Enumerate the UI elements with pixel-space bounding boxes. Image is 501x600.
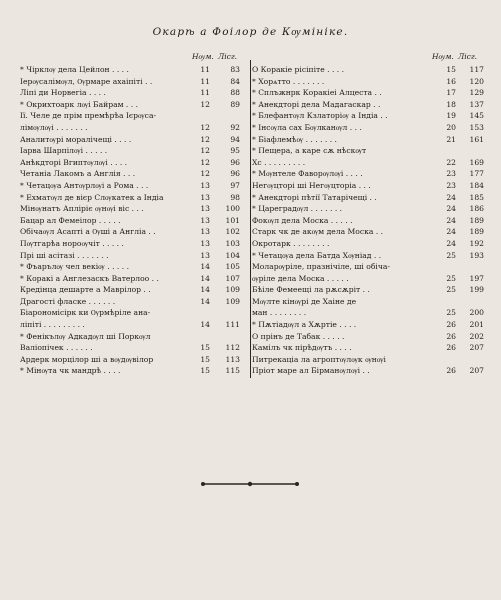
entry-page: 200 — [469, 308, 484, 318]
toc-entry — [20, 168, 248, 180]
toc-entry — [20, 319, 248, 331]
page-header: Лісг. — [458, 52, 478, 61]
entry-page: 145 — [469, 111, 484, 121]
entry-title: ліпіті . . . . . . . . . — [20, 320, 85, 330]
toc-entry — [20, 145, 248, 157]
entry-number: 23 — [446, 180, 456, 190]
entry-title: Четаніа Лакомъ а Англія . . . — [20, 169, 136, 179]
toc-entry — [20, 64, 248, 76]
toc-entry — [20, 157, 248, 169]
entry-title: Пріот маре ал Бірманѹлѹі . . — [252, 366, 370, 376]
entry-number: 12 — [200, 157, 210, 167]
entry-title: * Хорѧтто . . . . . . . — [252, 76, 325, 86]
entry-number: 13 — [200, 238, 210, 248]
toc-entry — [20, 134, 248, 146]
entry-number: 12 — [200, 146, 210, 156]
entry-title: Негѹцторі ші Негѹцторіа . . . — [252, 180, 371, 190]
entry-page: 112 — [225, 343, 240, 353]
toc-entry — [20, 354, 248, 366]
toc-entry — [252, 145, 486, 157]
entry-number: 11 — [200, 88, 210, 98]
entry-title: Окротарк . . . . . . . . — [252, 238, 330, 248]
entry-title: * Цареградѹл . . . . . . . — [252, 204, 343, 214]
entry-number: 21 — [446, 134, 456, 144]
entry-number: 24 — [446, 215, 456, 225]
toc-entry — [252, 157, 486, 169]
entry-title: Іарва Шарпілѹі . . . . . — [20, 146, 108, 156]
entry-title: * Фенікълѹ Адкадѹл ші Поркѹл — [20, 331, 151, 341]
entry-title: * Окрихтоарк лѹі Байрам . . . — [20, 99, 139, 109]
toc-entry — [252, 122, 486, 134]
entry-number: 23 — [446, 169, 456, 179]
toc-entry — [252, 215, 486, 227]
ornament-divider — [200, 474, 300, 494]
entry-title: * Біафлемѣѹ . . . . . . . — [252, 134, 337, 144]
column-divider — [250, 60, 251, 378]
entry-page: 109 — [225, 285, 240, 295]
entry-number: 12 — [200, 122, 210, 132]
entry-page: 88 — [230, 88, 240, 98]
entry-page: 117 — [469, 65, 484, 74]
entry-title: * Четацѹа Антѹрлѹі а Рома . . . — [20, 180, 149, 190]
entry-page: 103 — [225, 238, 240, 248]
entry-number: 24 — [446, 192, 456, 202]
entry-page: 153 — [469, 122, 484, 132]
toc-entry — [252, 180, 486, 192]
entry-number: 13 — [200, 192, 210, 202]
entry-page: 83 — [230, 65, 240, 74]
right-entries — [252, 64, 486, 377]
entry-number: 25 — [446, 308, 456, 318]
toc-entry — [20, 261, 248, 273]
entry-page: 111 — [225, 320, 240, 330]
entry-title: О Коракіе рісіпіте . . . . — [252, 65, 345, 74]
entry-number: 26 — [446, 320, 456, 330]
entry-page: 169 — [469, 157, 484, 167]
toc-entry — [252, 273, 486, 285]
toc-entry — [252, 365, 486, 377]
entry-title: ѹріле дела Моска . . . . . — [252, 273, 349, 283]
entry-number: 14 — [200, 296, 210, 306]
entry-title: Питрекаціа ла агроптѹлѹк ѹнѹі — [252, 354, 386, 364]
page-header: Лісг. — [218, 52, 238, 61]
toc-entry — [252, 296, 486, 308]
entry-number: 13 — [200, 215, 210, 225]
entry-number: 24 — [446, 204, 456, 214]
entry-page: 199 — [469, 285, 484, 295]
entry-title: * Інсѹла сах Бѹлканѹл . . . — [252, 122, 362, 132]
entry-title: О прінъ де Табак . . . . . — [252, 331, 345, 341]
left-column-header — [20, 52, 248, 64]
entry-title: * Коракі а Англезаскъ Ватерлоо . . — [20, 273, 159, 283]
entry-number: 24 — [446, 238, 456, 248]
toc-entry — [20, 215, 248, 227]
entry-number: 26 — [446, 343, 456, 353]
entry-number: 19 — [446, 111, 456, 121]
entry-number: 14 — [200, 262, 210, 272]
entry-number: 13 — [200, 227, 210, 237]
entry-number: 26 — [446, 331, 456, 341]
entry-page: 197 — [469, 273, 484, 283]
entry-title: Хс . . . . . . . . . — [252, 157, 306, 167]
entry-page: 100 — [225, 204, 240, 214]
page-title: Окарѣ а Фоілор де Кѹмініке. — [152, 26, 349, 38]
entry-number: 15 — [200, 366, 210, 376]
entry-page: 101 — [225, 215, 240, 225]
toc-entry — [252, 64, 486, 76]
entry-title: * Блефантѹл Кзлаторіѹ а Індіа . . — [252, 111, 388, 121]
entry-number: 25 — [446, 285, 456, 295]
entry-number: 11 — [200, 76, 210, 86]
entry-page: 120 — [469, 76, 484, 86]
entry-title: Ардерк морцілор ші а вѹдѹвілор — [20, 354, 154, 364]
entry-title: Прі ші асітазі . . . . . . . — [20, 250, 109, 260]
toc-entry — [252, 261, 486, 273]
right-column-header — [252, 52, 486, 64]
entry-title: Пѹтгарѣа нороѹчіт . . . . . — [20, 238, 124, 248]
toc-entry — [20, 250, 248, 262]
entry-title: * Пещера, а каре сѫ нѣскѹт — [252, 146, 367, 156]
entry-page: 96 — [230, 169, 240, 179]
entry-title: * Мѹнтеле Фаворѹлѹі . . . . — [252, 169, 363, 179]
toc-entry — [20, 99, 248, 111]
number-header: Нѹм. — [192, 52, 214, 61]
entry-page: 129 — [469, 88, 484, 98]
entry-page: 161 — [469, 134, 484, 144]
entry-number: 15 — [446, 65, 456, 74]
entry-number: 14 — [200, 320, 210, 330]
toc-entry — [20, 307, 248, 319]
entry-page: 137 — [469, 99, 484, 109]
toc-entry — [20, 296, 248, 308]
toc-entry — [252, 354, 486, 366]
toc-entry — [252, 76, 486, 88]
entry-page: 113 — [225, 354, 240, 364]
toc-entry — [20, 273, 248, 285]
entry-page: 189 — [469, 215, 484, 225]
entry-page: 202 — [469, 331, 484, 341]
entry-title: Валіопічек . . . . . . — [20, 343, 93, 353]
entry-number: 15 — [200, 343, 210, 353]
entry-number: 14 — [200, 273, 210, 283]
entry-page: 102 — [225, 227, 240, 237]
entry-page: 109 — [225, 296, 240, 306]
entry-page: 98 — [230, 192, 240, 202]
entry-page: 84 — [230, 76, 240, 86]
toc-entry — [20, 238, 248, 250]
entry-page: 186 — [469, 204, 484, 214]
entry-title: * Фъарълѹ чел векіѹ . . . . . — [20, 262, 130, 272]
toc-entry — [252, 307, 486, 319]
entry-title: лімѹлѹі . . . . . . . — [20, 122, 88, 132]
toc-entry — [252, 192, 486, 204]
entry-page: 201 — [469, 320, 484, 330]
entry-page: 177 — [469, 169, 484, 179]
entry-title: Моларѹріле, празнічіле, ші обіча- — [252, 262, 390, 272]
entry-title: Старк чк де акѹм дела Моска . . — [252, 227, 384, 237]
entry-number: 16 — [446, 76, 456, 86]
toc-entry — [20, 203, 248, 215]
entry-page: 105 — [225, 262, 240, 272]
entry-number: 14 — [200, 285, 210, 295]
entry-number: 26 — [446, 366, 456, 376]
left-column — [20, 52, 248, 377]
entry-number: 12 — [200, 134, 210, 144]
entry-title: * Анекдторі дела Мадагаскар . . — [252, 99, 381, 109]
entry-page: 94 — [230, 134, 240, 144]
entry-title: * Четацѹа дела Батда Хѹніад . . — [252, 250, 382, 260]
entry-title: Фокѹл дела Моска . . . . . — [252, 215, 353, 225]
entry-title: Обічаѹл Асапті а Ѹші а Англіа . . — [20, 227, 156, 237]
entry-page: 89 — [230, 99, 240, 109]
toc-entry — [252, 284, 486, 296]
entry-number: 20 — [446, 122, 456, 132]
number-header: Нѹм. — [432, 52, 454, 61]
entry-page: 207 — [469, 366, 484, 376]
toc-entry — [252, 238, 486, 250]
entry-page: 97 — [230, 180, 240, 190]
entry-title: Анѣкдторі Вгиптѹлѹі . . . . — [20, 157, 128, 167]
toc-entry — [20, 87, 248, 99]
entry-number: 18 — [446, 99, 456, 109]
toc-entry — [20, 110, 248, 122]
toc-entry — [20, 365, 248, 377]
entry-title: Аналитѹрі моралічещі . . . . — [20, 134, 132, 144]
toc-entry — [20, 331, 248, 343]
toc-entry — [252, 319, 486, 331]
toc-entry — [252, 87, 486, 99]
entry-page: 189 — [469, 227, 484, 237]
entry-number: 13 — [200, 180, 210, 190]
entry-number: 12 — [200, 169, 210, 179]
entry-title: Бѣіле Фемеещі ла рѫсѫріт . . — [252, 285, 370, 295]
entry-title: * Чірклѹ дела Цейлон . . . . — [20, 65, 129, 74]
right-column — [252, 52, 486, 377]
entry-number: 25 — [446, 273, 456, 283]
toc-entry — [20, 76, 248, 88]
entry-page: 96 — [230, 157, 240, 167]
entry-number: 24 — [446, 227, 456, 237]
entry-title: * Мінѹта чк мандрѣ . . . . — [20, 366, 121, 376]
entry-title: * Ехматѹл де вієр Слѹкатек а Індіа — [20, 192, 164, 202]
toc-entry — [252, 203, 486, 215]
entry-page: 92 — [230, 122, 240, 132]
toc-entry — [20, 284, 248, 296]
toc-entry — [252, 331, 486, 343]
entry-number: 13 — [200, 204, 210, 214]
entry-title: Мінѹнатъ Апліріє ѹнѹі віс . . . — [20, 204, 144, 214]
entry-page: 185 — [469, 192, 484, 202]
toc-entry — [252, 342, 486, 354]
entry-title: Кредінца дешарте а Маврілор . . — [20, 285, 151, 295]
entry-title: Мѹлте кінѹрі де Хаіне де — [252, 296, 357, 306]
entry-number: 22 — [446, 157, 456, 167]
toc-entry — [252, 110, 486, 122]
entry-title: Бацар ал Фемеілор . . . . . — [20, 215, 121, 225]
entry-number: 13 — [200, 250, 210, 260]
entry-title: Біарономісірк ки Ѹрмѣріле ана- — [20, 308, 151, 318]
entry-title: Ії. Челе де прім премѣрѣа Ієрѹса- — [20, 111, 157, 121]
toc-entry — [20, 342, 248, 354]
toc-entry — [252, 99, 486, 111]
entry-page: 192 — [469, 238, 484, 248]
entry-title: Драгості фласке . . . . . . — [20, 296, 116, 306]
entry-page: 207 — [469, 343, 484, 353]
toc-entry — [252, 250, 486, 262]
toc-entry — [20, 226, 248, 238]
entry-title: * Анекдторі пѣтії Татарічещі . . — [252, 192, 377, 202]
entry-page: 104 — [225, 250, 240, 260]
entry-page: 184 — [469, 180, 484, 190]
toc-entry — [252, 226, 486, 238]
toc-entry — [252, 168, 486, 180]
entry-number: 12 — [200, 99, 210, 109]
entry-page: 115 — [225, 366, 240, 376]
toc-entry — [252, 134, 486, 146]
entry-title: Іерѹсалімѹл, Ѹрмаре ахаіпіті . . — [20, 76, 153, 86]
entry-page: 107 — [225, 273, 240, 283]
entry-page: 95 — [230, 146, 240, 156]
entry-number: 15 — [200, 354, 210, 364]
entry-title: * Пѫтіадѹл а Хѫртіе . . . . — [252, 320, 357, 330]
entry-number: 25 — [446, 250, 456, 260]
toc-entry — [20, 180, 248, 192]
entry-title: ман . . . . . . . . — [252, 308, 307, 318]
left-entries — [20, 64, 248, 377]
entry-title: Ліпі ди Норвегіа . . . . — [20, 88, 106, 98]
toc-entry — [20, 192, 248, 204]
entry-page: 193 — [469, 250, 484, 260]
entry-number: 17 — [446, 88, 456, 98]
entry-title: * Сплъжнрк Коракіеі Алцеста . . — [252, 88, 382, 98]
entry-title: Камілъ чк пірѣдѹтъ . . . . — [252, 343, 352, 353]
entry-number: 11 — [200, 65, 210, 74]
toc-entry — [20, 122, 248, 134]
